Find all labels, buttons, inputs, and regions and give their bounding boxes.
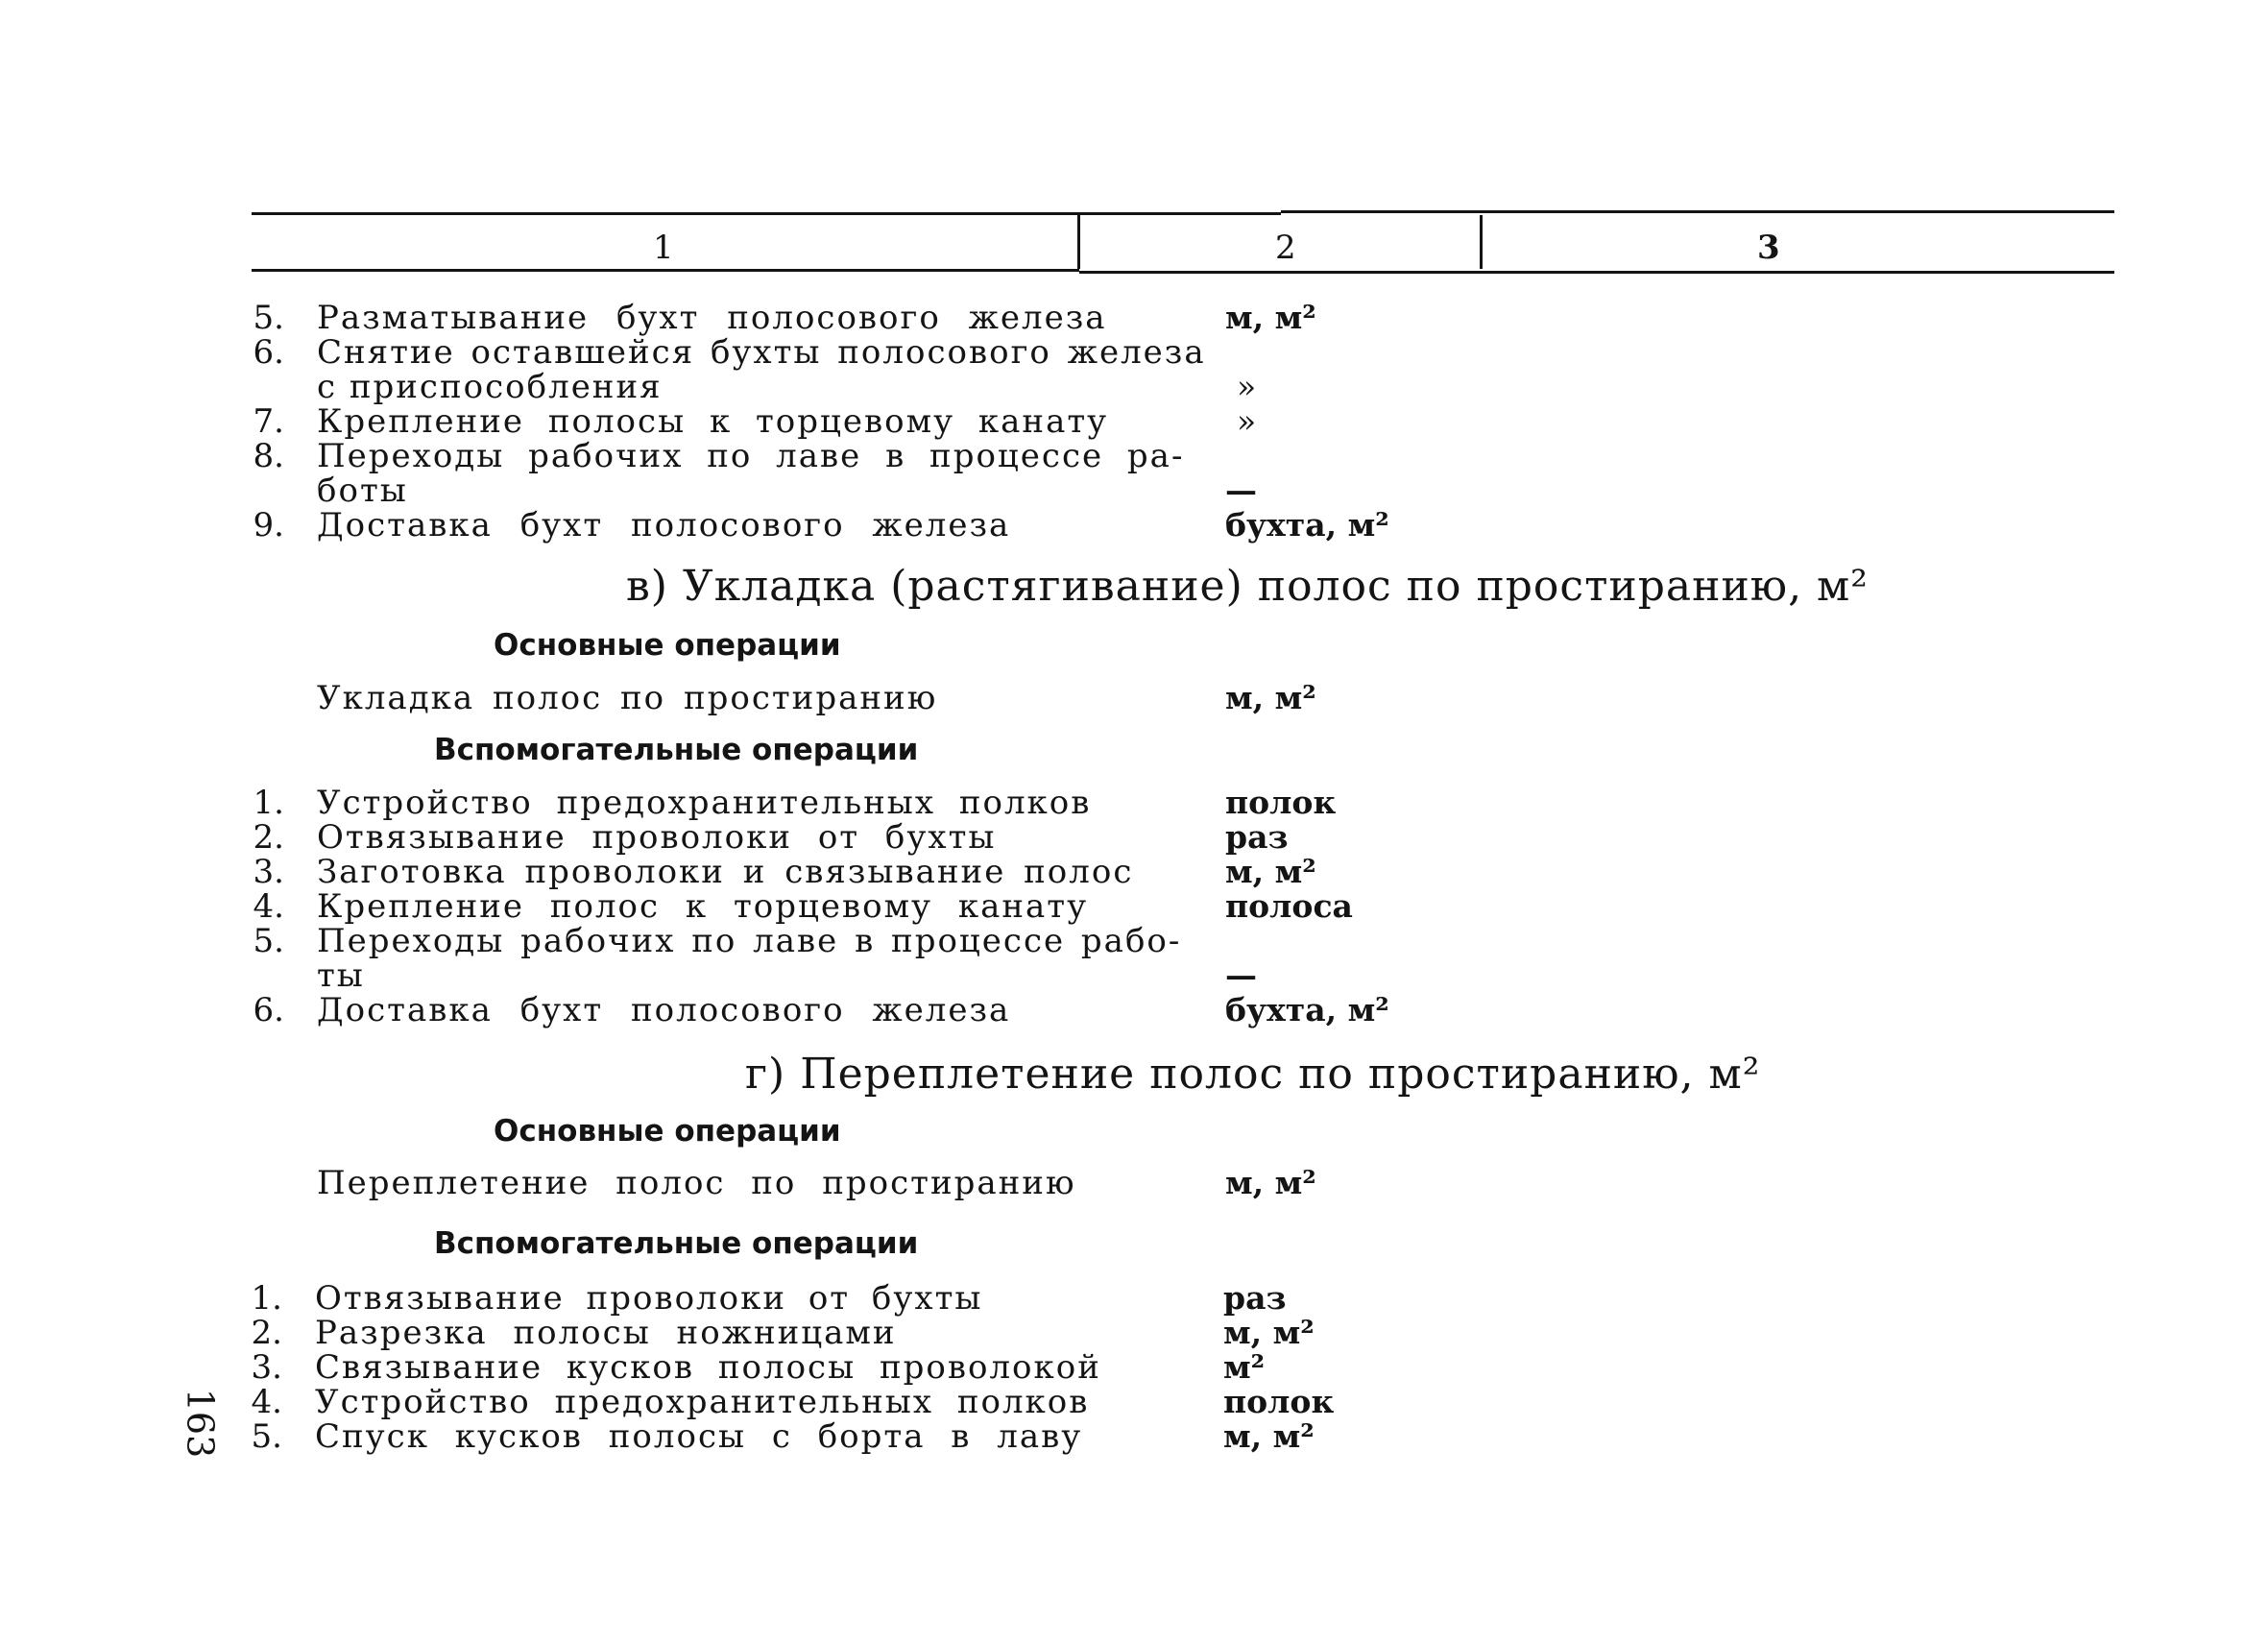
section-v-aux-heading: Вспомогательные операции	[434, 733, 919, 767]
row-unit: м, м²	[1225, 853, 1316, 890]
header-col-3: 3	[1757, 229, 1780, 267]
section-v-main-heading: Основные операции	[494, 628, 841, 663]
row-unit: бухта, м²	[1225, 506, 1389, 544]
section-v-title: в) Укладка (растягивание) полос по простиранию, м²	[626, 562, 1869, 611]
header-col-2: 2	[1275, 229, 1296, 267]
row-number: 5.	[251, 1417, 282, 1456]
row-text: Переходы рабочих по лаве в процессе ра-	[317, 437, 1185, 475]
header-top-rule-right	[1281, 210, 2114, 213]
section-v-main-unit: м, м²	[1225, 679, 1316, 716]
header-divider-2	[1480, 215, 1483, 269]
row-unit: »	[1237, 402, 1257, 440]
row-number: 5.	[253, 299, 284, 337]
section-v-main-text: Укладка полос по простиранию	[317, 679, 938, 717]
row-text: Устройство предохранительных полков	[317, 784, 1092, 822]
page-number: 163	[179, 1388, 222, 1459]
row-number: 7.	[253, 402, 284, 441]
row-number: 3.	[251, 1348, 282, 1387]
row-text: Доставка бухт полосового железа	[317, 506, 1011, 544]
row-number: 9.	[253, 506, 284, 544]
row-text: Спуск кусков полосы с борта в лаву	[315, 1417, 1083, 1456]
row-unit: —	[1225, 472, 1257, 509]
row-text: Разматывание бухт полосового железа	[317, 299, 1107, 337]
header-bottom-rule-left	[252, 269, 1079, 272]
row-text: Отвязывание проволоки от бухты	[317, 818, 997, 857]
row-number: 6.	[253, 333, 284, 372]
row-unit: полоса	[1225, 887, 1353, 925]
section-g-main-text: Переплетение полос по простиранию	[317, 1164, 1076, 1202]
header-divider-1	[1077, 215, 1080, 269]
row-unit: раз	[1225, 818, 1289, 856]
row-unit: —	[1225, 956, 1257, 994]
row-text: Связывание кусков полосы проволокой	[315, 1348, 1101, 1387]
section-g-title: г) Переплетение полос по простиранию, м²	[745, 1050, 1761, 1099]
header-top-rule-left	[252, 212, 1281, 215]
row-unit: бухта, м²	[1225, 991, 1389, 1028]
row-number: 2.	[251, 1314, 282, 1352]
row-unit: м, м²	[1223, 1417, 1315, 1455]
row-unit: м²	[1223, 1348, 1266, 1386]
row-text-continued: с приспособления	[317, 368, 663, 406]
row-number: 4.	[251, 1383, 282, 1421]
row-text-continued: боты	[317, 472, 408, 510]
row-unit: раз	[1223, 1279, 1287, 1317]
row-text: Отвязывание проволоки от бухты	[315, 1279, 983, 1318]
row-unit: »	[1237, 368, 1257, 405]
section-g-main-unit: м, м²	[1225, 1164, 1316, 1201]
row-number: 2.	[253, 818, 284, 857]
row-number: 3.	[253, 853, 284, 891]
row-number: 5.	[253, 922, 284, 960]
row-text: Крепление полос к торцевому канату	[317, 887, 1089, 926]
row-unit: полок	[1223, 1383, 1335, 1420]
row-number: 6.	[253, 991, 284, 1029]
row-text: Снятие оставшейся бухты полосового железа	[317, 333, 1206, 372]
row-text: Разрезка полосы ножницами	[315, 1314, 897, 1352]
row-number: 1.	[253, 784, 284, 822]
section-g-main-heading: Основные операции	[494, 1114, 841, 1149]
row-text: Доставка бухт полосового железа	[317, 991, 1011, 1029]
header-col-1: 1	[653, 229, 674, 267]
row-number: 1.	[251, 1279, 282, 1318]
row-text: Заготовка проволоки и связывание полос	[317, 853, 1134, 891]
row-text: Переходы рабочих по лаве в процессе рабо-	[317, 922, 1182, 960]
row-text: Крепление полосы к торцевому канату	[317, 402, 1109, 441]
row-unit: м, м²	[1225, 299, 1316, 336]
row-number: 4.	[253, 887, 284, 926]
section-g-aux-heading: Вспомогательные операции	[434, 1226, 919, 1261]
row-text-continued: ты	[317, 956, 365, 995]
row-text: Устройство предохранительных полков	[315, 1383, 1090, 1421]
row-unit: полок	[1225, 784, 1337, 821]
row-number: 8.	[253, 437, 284, 475]
row-unit: м, м²	[1223, 1314, 1315, 1351]
header-bottom-rule-right	[1079, 271, 2114, 274]
